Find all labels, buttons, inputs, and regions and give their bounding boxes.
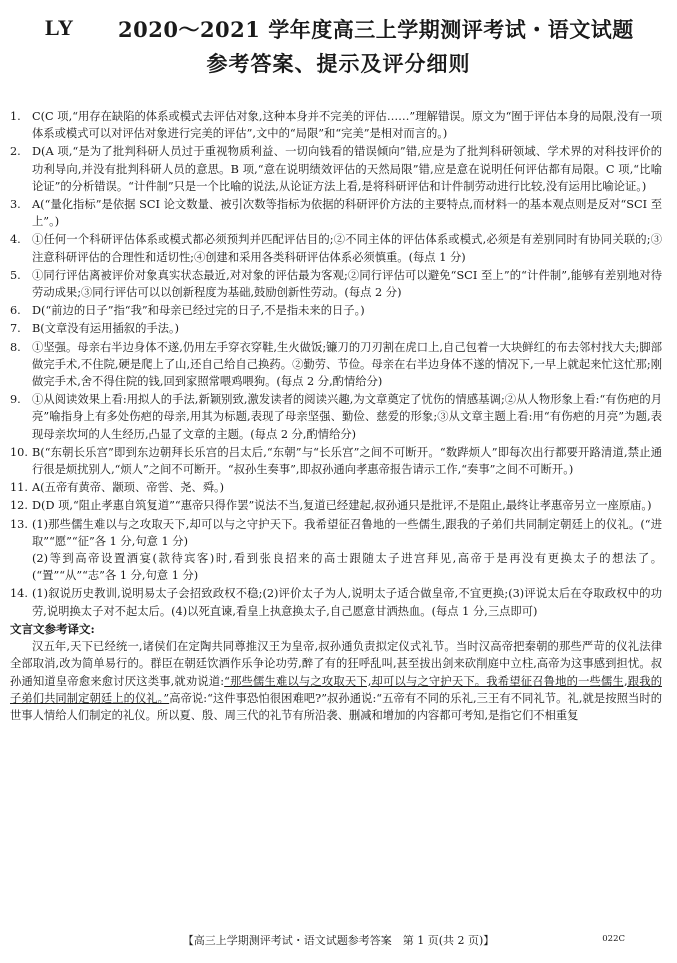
translation-heading: 文言文参考译文: <box>10 621 95 636</box>
answer-item-6 <box>10 302 662 319</box>
answer-number: 4. <box>10 233 21 247</box>
translation-text: 汉五年,天下已经统一,诸侯们在定陶共同尊推汉王为皇帝,叔孙通负责拟定仪式礼节。当时汉高帝把秦朝的那些严苛的仪礼法律全部取消,改为简单易行的。群臣在朝廷饮酒作乐争论功劳,醉了有的狂呼乱叫,甚至拔出剑来砍削庭中立柱,高帝为这事感到担忧。叔孙通知道皇帝愈来愈讨厌这类事,就劝说道: <box>10 640 662 688</box>
answer-number: 13. <box>10 517 28 531</box>
page-footer <box>0 932 677 948</box>
answer-number: 2. <box>10 145 21 159</box>
answer-text: (1)叙说历史教训,说明易太子会招致政权不稳;(2)评价太子为人,说明太子适合做皇帝,不宜更换;(3)评说太后在夺取政权中的功劳,说明换太子对不起太后。(4)以死直谏,看皇上执意换太子,自己愿意甘洒热血。(每点 1 分,三点即可) <box>32 587 662 618</box>
page-title: 2020～2021 学年度高三上学期测评考试・语文试题 <box>118 17 634 42</box>
answer-text: (1)那些儒生难以与之攻取天下,却可以与之守护天下。我希望征召鲁地的一些儒生,跟我的子弟们共同制定朝廷上的仪礼。(“进取”“愿”“征”各 1 分,句意 1 分) <box>32 517 662 548</box>
answer-item-11 <box>10 479 662 496</box>
answer-text: ①坚强。母亲右半边身体不遂,仍用左手穿衣穿鞋,生火做饭;镰刀的刀刃割在虎口上,自己包着一大块鲜红的布去邻村找大夫;脚部做完手术,不住院,硬是爬上了山,还自己给自己换药。②勤劳、节俭。母亲在右半边身体不遂的情况下,一早上就起来忙这忙那;刚做完手术,舍不得住院的钱,回到家照常喂鸡喂狗。(每点 2 分,酌情给分) <box>32 340 662 389</box>
answer-item-2 <box>10 143 662 195</box>
answer-number: 8. <box>10 340 21 354</box>
answer-item-12 <box>10 497 662 514</box>
answer-text: C(C 项,“用存在缺陷的体系或模式去评估对象,这种本身并不完美的评估……”理解错误。原文为“囿于评估本身的局限,没有一项体系或模式可以对评估对象进行完美的评估”,文中的“局限”和“完美”是相对而言的。) <box>32 110 662 141</box>
answer-text: D(“前边的日子”指“我”和母亲已经过完的日子,不是指未来的日子。) <box>32 304 365 318</box>
answer-item-1 <box>10 108 662 142</box>
answer-item-10 <box>10 444 662 478</box>
footer-code: 022C <box>602 934 625 944</box>
answer-text: A(五帝有黄帝、颛顼、帝喾、尧、舜。) <box>32 481 225 495</box>
page-subtitle: 参考答案、提示及评分细则 <box>206 51 471 76</box>
answer-list <box>10 108 662 724</box>
answer-text: D(D 项,“阻止孝惠自筑复道”“惠帝只得作罢”说法不当,复道已经建起,叔孙通只是批评,不是阻止,最终让孝惠帝另立一座原庙。) <box>32 499 652 513</box>
footer-text: 【高三上学期测评考试・语文试题参考答案 第 1 页(共 2 页)】 <box>182 934 495 947</box>
page-header <box>0 14 677 78</box>
answer-item-3 <box>10 196 662 230</box>
answer-text: ①同行评估离被评价对象真实状态最近,对对象的评估最为客观;②同行评估可以避免“SCI 至上”的“计件制”,能够有差别地对待劳动成果;③同行评估可以以创新程度为基础,鼓励创新性劳动。(每点 2 分) <box>32 268 662 300</box>
answer-number: 12. <box>10 499 28 513</box>
answer-text: A(“量化指标”是依据 SCI 论文数量、被引次数等指标为依据的科研评价方法的主要特点,而材料一的基本观点则是反对“SCI 至上”。) <box>32 198 662 229</box>
answer-number: 3. <box>10 198 21 212</box>
title-row <box>0 14 677 40</box>
answer-item-8 <box>10 339 662 391</box>
answer-text-part-2: (2)等到高帝设置酒宴(款待宾客)时,看到张良招来的高士跟随太子进宫拜见,高帝于是再没有更换太子的想法了。(“置”“从”“志”各 1 分,句意 1 分) <box>32 552 662 583</box>
answer-item-7 <box>10 320 662 337</box>
answer-item-4 <box>10 231 662 265</box>
answer-text: ①从阅读效果上看:用拟人的手法,新颖别致,激发读者的阅读兴趣,为文章奠定了忧伤的情感基调;②从人物形象上看:“有伤疤的月亮”喻指身上有多处伤疤的母亲,用其为标题,表现了母亲坚强、勤俭、慈爱的形象;③从文章主题上看:用“有伤疤的月亮”为题,表现母亲坎坷的人生经历,凸显了文章的主题。(每点 2 分,酌情给分) <box>32 393 662 441</box>
answer-item-14 <box>10 585 662 619</box>
exam-code: LY <box>45 15 74 40</box>
answer-number: 9. <box>10 393 21 407</box>
answer-text: B(文章没有运用插叙的手法。) <box>32 322 180 336</box>
translation-underlined-text: “那些儒生难以与之攻取天下,却可以与之守护天下。我希望征召鲁地的一些儒生,跟我的子弟们共同制定朝廷上的仪礼。” <box>10 674 662 705</box>
answer-item-9 <box>10 391 662 443</box>
answer-item-5 <box>10 267 662 301</box>
answer-item-13 <box>10 516 662 585</box>
answer-number: 6. <box>10 304 21 318</box>
answer-text: ①任何一个科研评估体系或模式都必须预判并匹配评估目的;②不同主体的评估体系或模式,必须是有差别同时有协同关联的;③注意科研评估的合理性和适切性;④创建和采用各类科研评估体系必须慎重。(每点 1 分) <box>32 233 662 264</box>
answer-number: 1. <box>10 110 21 123</box>
answer-text: D(A 项,“是为了批判科研人员过于重视物质利益、一切向钱看的错误倾向”错,应是为了批判科研领域、学术界的对科技评价的功利导向,并没有批判科研人员的意思。B 项,“意在说明绩效评估的天然局限”错,应是意在说明任何评估都有局限。C 项,“比喻论证”的分析错误。“计件制”只是一个比喻的说法,从论证方法上看,是将科研评估和计件制劳动进行比较,没有运用比喻论证。) <box>32 145 662 193</box>
answer-number: 5. <box>10 268 21 282</box>
answer-text: B(“东朝长乐宫”即到东边朝拜长乐宫的吕太后,“东朝”与“长乐宫”之间不可断开。“数跸烦人”即每次出行都要开路清道,禁止通行很是烦扰别人,“烦人”之间不可断开。“叔孙生奏事”,即叔孙通向孝惠帝报告请示工作,“奏事”之间不可断开。) <box>32 445 662 477</box>
translation-text-cont: 高帝说:“这件事恐怕很困难吧?”叔孙通说:“五帝有不同的乐礼,三王有不同礼节。礼,就是按照当时的世事人情给人们制定的礼仪。所以夏、殷、周三代的礼节有所沿袭、删减和增加的内容都可考知,是指它们不相重复 <box>10 691 662 722</box>
answer-number: 11. <box>10 481 28 495</box>
answer-number: 14. <box>10 587 28 601</box>
answer-number: 7. <box>10 322 21 336</box>
answer-number: 10. <box>10 445 28 459</box>
translation-paragraph <box>10 638 662 724</box>
